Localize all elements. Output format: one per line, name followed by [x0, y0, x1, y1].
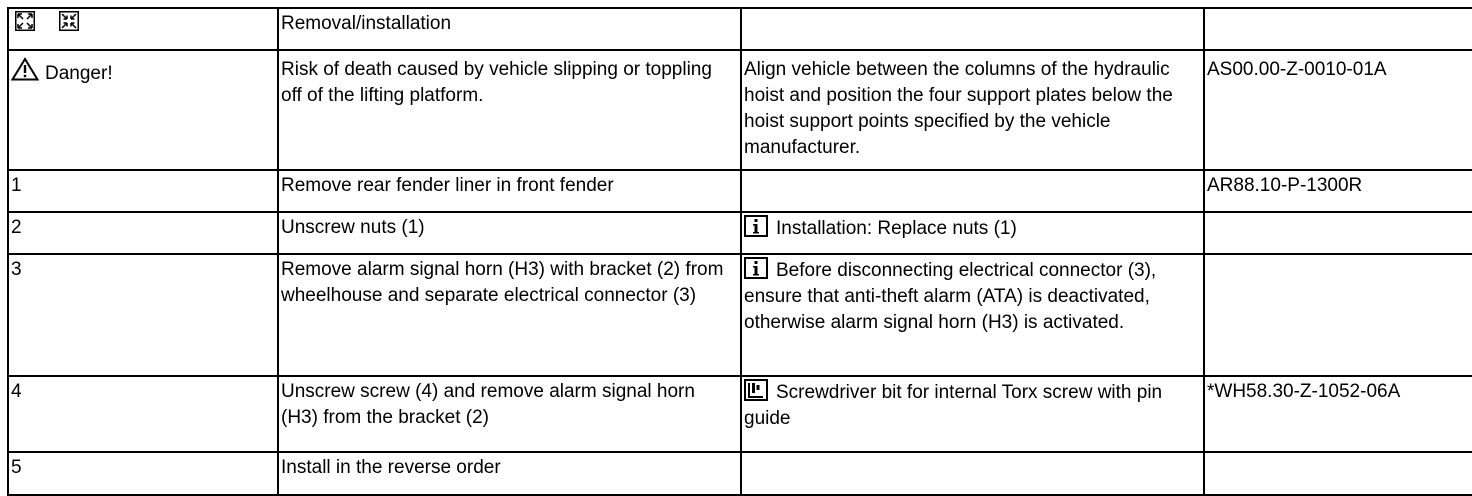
action-cell: Unscrew screw (4) and remove alarm signal horn (H3) from the bracket (2)	[278, 376, 741, 452]
table-row	[8, 212, 1472, 254]
note-cell: Before disconnecting electrical connector (3), ensure that anti-theft alarm (ATA) is deactivated, otherwise alarm signal horn (H3) is activated.	[741, 254, 1204, 376]
note-cell: Screwdriver bit for internal Torx screw with pin guide	[741, 376, 1204, 452]
action-cell: Remove alarm signal horn (H3) with bracket (2) from wheelhouse and separate electrical connector (3)	[278, 254, 741, 376]
table-row	[8, 376, 1472, 452]
table-row	[8, 50, 1472, 170]
header-title: Removal/installation	[281, 13, 452, 34]
note-cell: Installation: Replace nuts (1)	[741, 212, 1204, 254]
step-cell	[8, 376, 278, 452]
table-row	[8, 170, 1472, 212]
note-cell	[741, 452, 1204, 495]
action-cell: Install in the reverse order	[278, 452, 741, 495]
action-cell: Risk of death caused by vehicle slipping or toppling off of the lifting platform.	[278, 50, 741, 170]
tool-icon[interactable]	[744, 379, 768, 401]
procedure-table	[7, 7, 1472, 496]
reference-link[interactable]: AR88.10-P-1300R	[1207, 175, 1363, 196]
collapse-arrows-icon[interactable]	[59, 11, 79, 31]
step-number: 4	[11, 381, 22, 402]
reference-cell	[1204, 170, 1472, 212]
table-row	[8, 254, 1472, 376]
step-cell	[8, 170, 278, 212]
reference-cell	[1204, 212, 1472, 254]
note-cell	[741, 170, 1204, 212]
expand-arrows-icon[interactable]	[15, 11, 35, 31]
step-cell	[8, 452, 278, 495]
step-number: 2	[11, 217, 22, 238]
step-cell	[8, 254, 278, 376]
step-cell	[8, 212, 278, 254]
note-cell: Align vehicle between the columns of the hydraulic hoist and position the four support plates below the hoist support points specified by the vehicle manufacturer.	[741, 50, 1204, 170]
reference-link[interactable]: AS00.00-Z-0010-01A	[1207, 59, 1387, 80]
reference-cell	[1204, 50, 1472, 170]
reference-cell	[1204, 376, 1472, 452]
reference-cell	[1204, 452, 1472, 495]
header-ref-cell	[1204, 8, 1472, 50]
danger-label: Danger!	[45, 63, 113, 84]
header-icons-cell	[8, 8, 278, 50]
step-number: 5	[11, 457, 22, 478]
step-cell	[8, 50, 278, 170]
step-number: 1	[11, 175, 22, 196]
table-row	[8, 452, 1472, 495]
reference-cell	[1204, 254, 1472, 376]
info-icon[interactable]	[744, 257, 768, 279]
warning-triangle-icon	[11, 57, 39, 81]
action-cell: Unscrew nuts (1)	[278, 212, 741, 254]
info-icon[interactable]	[744, 215, 768, 237]
step-number: 3	[11, 259, 22, 280]
header-row	[8, 8, 1472, 50]
header-note-cell	[741, 8, 1204, 50]
header-title-cell	[278, 8, 741, 50]
reference-link[interactable]: *WH58.30-Z-1052-06A	[1207, 381, 1401, 402]
action-cell: Remove rear fender liner in front fender	[278, 170, 741, 212]
